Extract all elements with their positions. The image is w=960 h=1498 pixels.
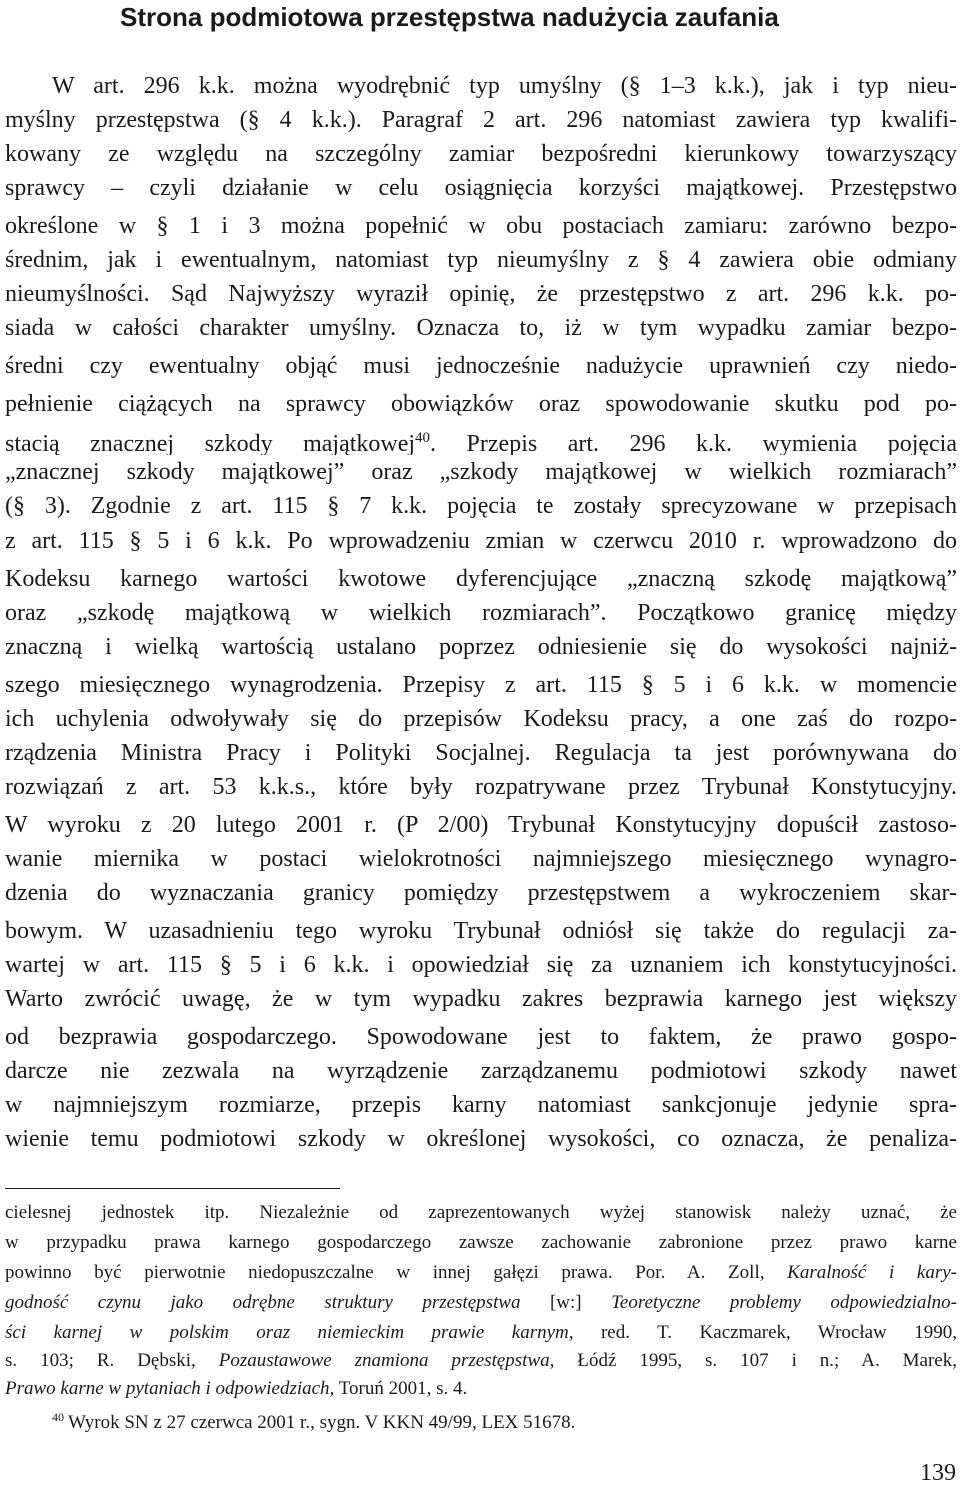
paragraph-line: bowym. W uzasadnieniu tego wyroku Trybunał odniósł się także do regulacji za- [5, 918, 957, 944]
paragraph-line: „znacznej szkody majątkowej” oraz „szkody majątkowej w wielkich rozmiarach” [5, 459, 957, 485]
footnote-divider [5, 1188, 340, 1189]
paragraph-segment: stacią znacznej szkody majątkowej [5, 431, 416, 455]
citation-title: ści karnej w polskim oraz niemieckim prawie karnym, [5, 1322, 574, 1343]
paragraph-line: szego miesięcznego wynagrodzenia. Przepisy z art. 115 § 5 i 6 k.k. w momencie [5, 672, 957, 698]
footnote-line: cielesnej jednostek itp. Niezależnie od zaprezentowanych wyżej stanowisk należy uznać, że [5, 1202, 957, 1223]
paragraph-line: wienie temu podmiotowi szkody w określonej wysokości, co oznacza, że penaliza- [5, 1126, 957, 1152]
footnote-segment: [w:] [549, 1292, 582, 1313]
paragraph-line: Warto zwrócić uwagę, że w tym wypadku zakres bezprawia karnego jest większy [5, 986, 957, 1012]
paragraph-line: z art. 115 § 5 i 6 k.k. Po wprowadzeniu zmian w czerwcu 2010 r. wprowadzono do [5, 528, 957, 554]
footnote-number: 40 [52, 1410, 64, 1424]
page-title: Strona podmiotowa przestępstwa nadużycia zaufania [120, 2, 779, 32]
footnote-line: w przypadku prawa karnego gospodarczego zawsze zachowanie zabronione przez prawo karne [5, 1232, 957, 1253]
paragraph-line: dzenia do wyznaczania granicy pomiędzy przestępstwem a wykroczeniem skar- [5, 880, 957, 906]
footnote-ref: 40 [415, 430, 431, 446]
footnote-segment: red. T. Kaczmarek, Wrocław 1990, [600, 1322, 957, 1343]
paragraph-line [5, 421, 957, 455]
paragraph-line: darcze nie zezwala na wyrządzenie zarządzanemu podmiotowi szkody nawet [5, 1058, 957, 1084]
paragraph-line: znaczną i wielką wartością ustalano poprzez odniesienie się do wysokości najniż- [5, 634, 957, 660]
footnote-line [5, 1376, 957, 1402]
paragraph-line: średni czy ewentualny objąć musi jednocześnie nadużycie uprawnień czy niedo- [5, 353, 957, 379]
paragraph-line: myślny przestępstwa (§ 4 k.k.). Paragraf 2 art. 296 natomiast zawiera typ kwalifi- [5, 107, 957, 133]
paragraph-line: siada w całości charakter umyślny. Oznacza to, iż w tym wypadku zamiar bezpo- [5, 315, 957, 341]
paragraph-line: średnim, jak i ewentualnym, natomiast typ nieumyślny z § 4 zawiera obie odmiany [5, 247, 957, 273]
footnote-40 [52, 1404, 752, 1433]
paragraph-line: w najmniejszym rozmiarze, przepis karny natomiast sankcjonuje jedynie spra- [5, 1092, 957, 1118]
paragraph-line: określone w § 1 i 3 można popełnić w obu postaciach zamiaru: zarówno bezpo- [5, 213, 957, 239]
footnote-segment: Toruń 2001, s. 4. [338, 1378, 468, 1399]
citation-title: Teoretyczne problemy odpowiedzialno- [611, 1292, 957, 1313]
paragraph-line: wartej w art. 115 § 5 i 6 k.k. i opowiedział się za uznaniem ich konstytucyjności. [5, 952, 957, 978]
paragraph-line: sprawcy – czyli działanie w celu osiągnięcia korzyści majątkowej. Przestępstwo [5, 175, 957, 201]
paragraph-line: W wyroku z 20 lutego 2001 r. (P 2/00) Trybunał Konstytucyjny dopuścił zastoso- [5, 812, 957, 838]
footnote-line [5, 1320, 957, 1346]
paragraph-line: Kodeksu karnego wartości kwotowe dyferencjujące „znaczną szkodę majątkową” [5, 566, 957, 592]
footnote-line [5, 1290, 957, 1316]
paragraph-segment: . Przepis art. 296 k.k. wymienia pojęcia [430, 431, 957, 455]
paragraph-line: od bezprawia gospodarczego. Spowodowane jest to faktem, że prawo gospo- [5, 1024, 957, 1050]
citation-title: Karalność i kary- [787, 1262, 957, 1283]
footnote-segment: Wyrok SN z 27 czerwca 2001 r., sygn. V KKN 49/99, LEX 51678. [68, 1412, 576, 1433]
page-number: 139 [920, 1460, 956, 1486]
footnote-segment: s. 103; R. Dębski, [5, 1350, 196, 1371]
paragraph-line: kowany ze względu na szczególny zamiar bezpośredni kierunkowy towarzyszący [5, 141, 957, 167]
citation-title: godność czynu jako odrębne struktury przestępstwa [5, 1292, 521, 1313]
paragraph-line: ich uchylenia odwoływały się do przepisów Kodeksu pracy, a one zaś do rozpo- [5, 706, 957, 732]
paragraph-line: nieumyślności. Sąd Najwyższy wyraził opinię, że przestępstwo z art. 296 k.k. po- [5, 281, 957, 307]
footnote-segment: Łódź 1995, s. 107 i n.; A. Marek, [577, 1350, 957, 1371]
paragraph-line: rozwiązań z art. 53 k.k.s., które były rozpatrywane przez Trybunał Konstytucyjny. [5, 774, 957, 800]
paragraph-line: wanie miernika w postaci wielokrotności najmniejszego miesięcznego wynagro- [5, 846, 957, 872]
paragraph-line: (§ 3). Zgodnie z art. 115 § 7 k.k. pojęcia te zostały sprecyzowane w przepisach [5, 493, 957, 519]
paragraph-line: W art. 296 k.k. można wyodrębnić typ umyślny (§ 1–3 k.k.), jak i typ nieu- [52, 73, 957, 99]
footnote-line [5, 1348, 957, 1374]
footnote-line [5, 1260, 957, 1286]
citation-title: Pozaustawowe znamiona przestępstwa, [218, 1350, 555, 1371]
paragraph-line: pełnienie ciążących na sprawcy obowiązków oraz spowodowanie skutku pod po- [5, 391, 957, 417]
citation-title: Prawo karne w pytaniach i odpowiedziach, [5, 1378, 335, 1399]
paragraph-line: oraz „szkodę majątkową w wielkich rozmiarach”. Początkowo granicę między [5, 600, 957, 626]
paragraph-line: rządzenia Ministra Pracy i Polityki Socjalnej. Regulacja ta jest porównywana do [5, 740, 957, 766]
footnote-segment: powinno być pierwotnie niedopuszczalne w innej gałęzi prawa. Por. A. Zoll, [5, 1262, 765, 1283]
